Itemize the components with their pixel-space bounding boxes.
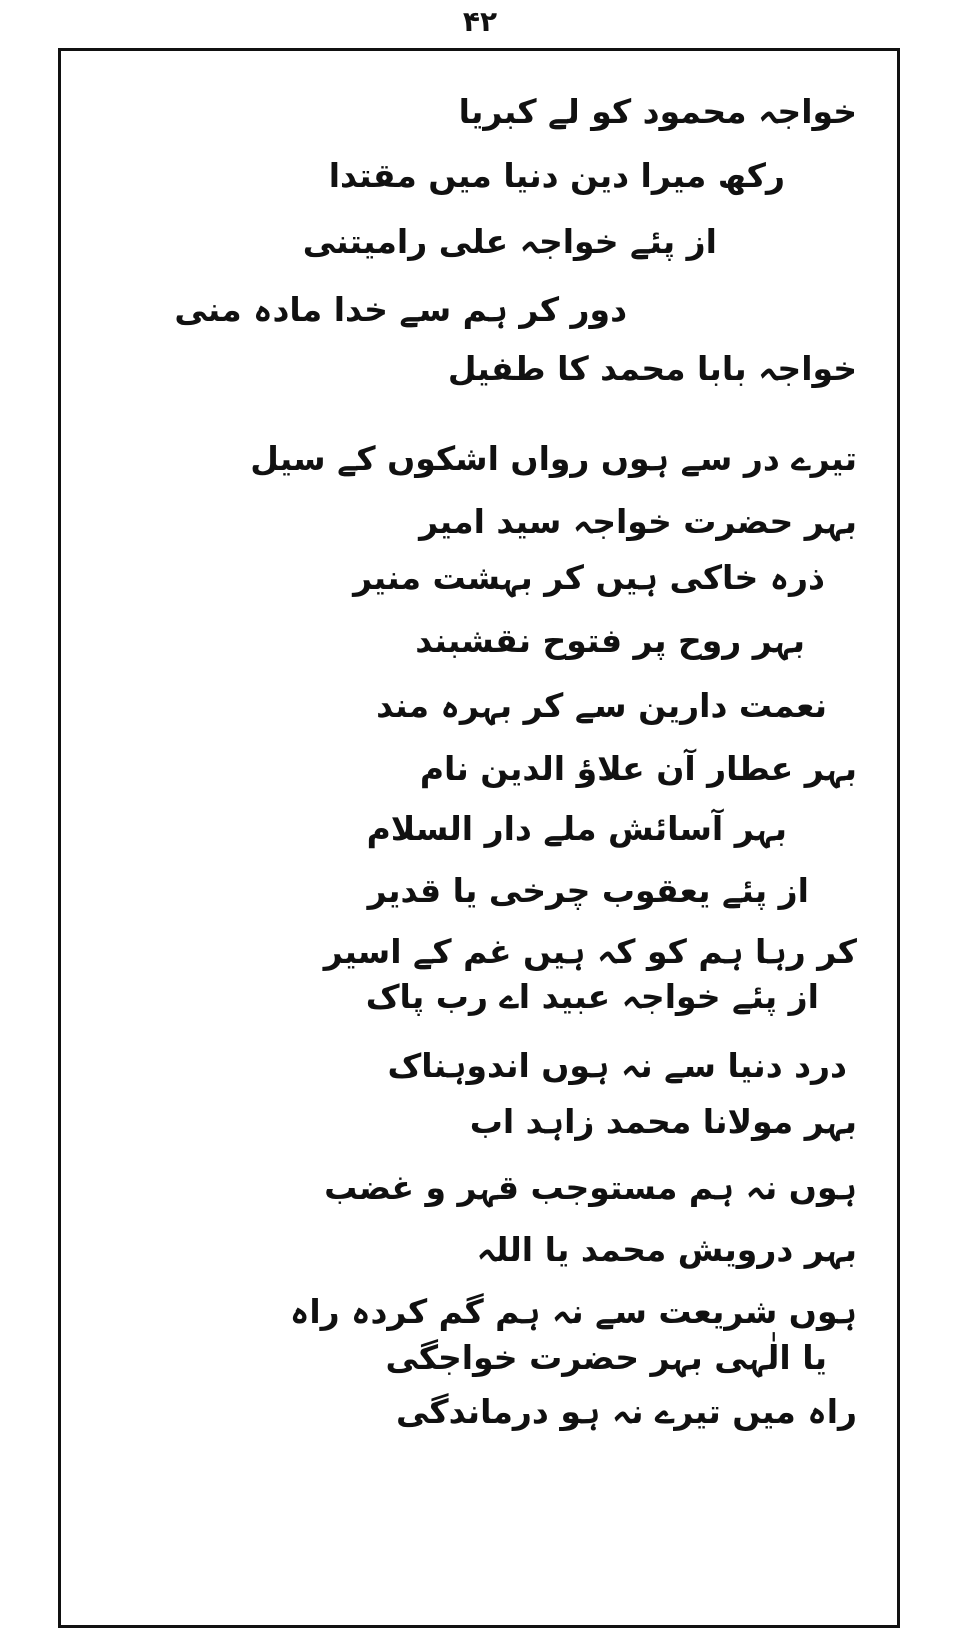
verse-line: نعمت دارین سے کر بہرہ مند (376, 686, 827, 725)
verse-line: ہوں نہ ہم مستوجب قہر و غضب (324, 1168, 857, 1207)
verse-line: بہر حضرت خواجہ سید امیر (419, 502, 857, 541)
verse-line: ہوں شریعت سے نہ ہم گم کردہ راہ (290, 1292, 857, 1331)
page-frame (58, 48, 900, 1628)
verse-line: بہر روح پر فتوح نقشبند (415, 621, 805, 660)
verse-line: تیرے در سے ہوں رواں اشکوں کے سیل (250, 439, 857, 478)
verse-line: بہر آسائش ملے دار السلام (366, 809, 787, 848)
verse-line: بہر عطار آن علاؤ الدین نام (419, 749, 857, 788)
page-number: ۴۲ (462, 5, 498, 38)
verse-line: درد دنیا سے نہ ہوں اندوہناک (387, 1046, 847, 1085)
verse-line: از پئے یعقوب چرخی یا قدیر (367, 871, 809, 910)
verse-line: بہر مولانا محمد زاہد اب (469, 1102, 857, 1141)
verse-line: رکھ میرا دین دنیا میں مقتدا (328, 156, 785, 195)
verse-line: بہر درویش محمد یا اللہ (476, 1230, 857, 1269)
verse-line: خواجہ محمود کو لے کبریا (458, 92, 857, 131)
verse-line: دور کر ہم سے خدا مادہ منی (174, 290, 627, 329)
verse-line: خواجہ بابا محمد کا طفیل (447, 349, 857, 388)
verse-line: ذرہ خاکی ہیں کر بہشت منیر (353, 558, 825, 597)
verse-line: از پئے خواجہ عبید اے رب پاک (365, 977, 819, 1016)
verse-line: از پئے خواجہ علی رامیتنی (302, 222, 717, 261)
verse-line: یا الٰہی بہر حضرت خواجگی (385, 1338, 827, 1377)
verse-line: راہ میں تیرے نہ ہو درماندگی (396, 1392, 857, 1431)
verse-line: کر رہا ہم کو کہ ہیں غم کے اسیر (323, 932, 857, 971)
